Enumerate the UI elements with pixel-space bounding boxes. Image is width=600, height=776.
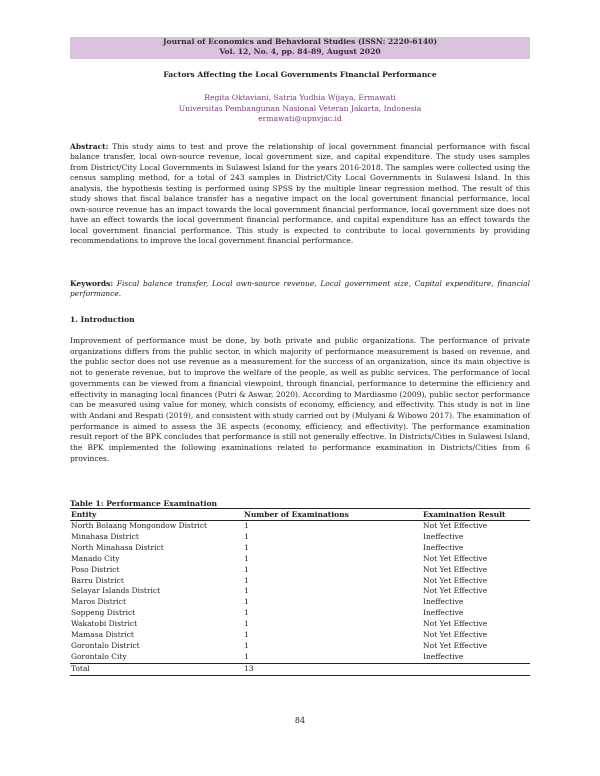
table-row [70,576,530,587]
abstract-text: This study aims to test and prove the relationship of local government financial performance with fiscal balance transfer, local own-source revenue, local government size, and capital expenditure. The study uses samples from District/City Local Governments in Sulawesi Island for the years 2016-2018. The samples were collected using the census sampling method, for a total of 243 samples in District/City Local Governments in Sulawesi Island. In this analysis, the hypothesis testing is performed using SPSS by the multiple linear regression method. The result of this study shows that fiscal balance transfer has a negative impact on the local government financial performance, local own-source revenue has an impact towards the local government financial performance, local government size does not have an effect towards the local government financial performance, and capital expenditure has an effect towards the local government financial performance. This study is expected to contribute to local governments by providing recommendations to improve the local government financial performance. [70,142,530,246]
keywords-text: Fiscal balance transfer, Local own-source revenue, Local government size, Capital expenditure, financial performance. [70,279,530,299]
column-header-result: Examination Result [422,509,530,521]
cell-result: Not Yet Effective [423,564,488,574]
cell-entity: Selayar Islands District [71,586,161,596]
cell-entity: Gorontalo District [71,640,140,650]
column-header-entity: Entity [70,509,243,521]
keywords-label: Keywords: [70,279,114,288]
cell-total-label: Total [70,663,243,675]
cell-total-value: 13 [243,663,422,675]
cell-result: Ineffective [423,531,464,541]
cell-result: Ineffective [423,608,464,618]
table-row [70,652,530,663]
column-header-number: Number of Examinations [243,509,422,521]
table-row [70,565,530,576]
keywords [70,279,530,300]
cell-result: Not Yet Effective [423,586,488,596]
cell-entity: Poso District [71,564,120,574]
table-row [70,641,530,652]
cell-total-empty [422,663,530,675]
cell-result: Ineffective [423,597,464,607]
cell-result: Ineffective [423,651,464,661]
cell-entity: Gorontalo City [71,651,127,661]
journal-volume: Vol. 12, No. 4, pp. 84-89, August 2020 [219,47,381,56]
table-row [70,521,530,532]
table-total-row [70,663,530,675]
journal-name: Journal of Economics and Behavioral Studies (ISSN: 2220-6140) [162,37,438,46]
author-affiliation: Universitas Pembangunan Nasional Veteran Jakarta, Indonesia [178,103,422,113]
page-number: 84 [294,716,306,725]
table-row [70,597,530,608]
cell-entity: Wakatobi District [71,619,138,629]
table-row [70,630,530,641]
cell-entity: Manado City [71,553,120,563]
author-names: Regita Oktaviani, Satria Yudhia Wijaya, Ermawati [204,93,396,102]
cell-result: Not Yet Effective [423,521,488,530]
cell-number: 1 [244,575,249,585]
cell-number: 1 [244,608,249,618]
paper-title: Factors Affecting the Local Governments Financial Performance [163,70,437,79]
table-row [70,543,530,554]
author-block [70,93,530,125]
table-row [70,554,530,565]
cell-number: 1 [244,597,249,607]
table-row [70,608,530,619]
cell-number: 1 [244,531,249,541]
cell-result: Not Yet Effective [423,630,488,640]
abstract [70,142,530,247]
cell-entity: Maros District [71,597,126,607]
cell-number: 1 [244,651,249,661]
table-caption: Table 1: Performance Examination [70,499,218,508]
abstract-label: Abstract: [70,142,109,151]
cell-entity: Minahasa District [71,531,139,541]
cell-result: Not Yet Effective [423,575,488,585]
cell-result: Not Yet Effective [423,640,488,650]
cell-number: 1 [244,553,249,563]
cell-result: Not Yet Effective [423,553,488,563]
cell-number: 1 [244,586,249,596]
table-row [70,532,530,543]
cell-entity: Soppeng District [71,608,136,618]
table-row [70,619,530,630]
cell-entity: North Bolaang Mongondow District [71,521,208,530]
table-body [70,521,530,676]
cell-entity: Barru District [71,575,124,585]
cell-number: 1 [244,640,249,650]
cell-number: 1 [244,521,249,530]
author-email[interactable]: ermawati@upnvjac.id [258,114,342,123]
journal-banner [70,37,530,59]
cell-entity: Mamasa District [71,630,134,640]
cell-number: 1 [244,619,249,629]
cell-number: 1 [244,542,249,552]
cell-result: Not Yet Effective [423,619,488,629]
cell-entity: North Minahasa District [71,542,164,552]
table-row [70,586,530,597]
performance-examination-table [70,508,530,676]
cell-number: 1 [244,564,249,574]
cell-result: Ineffective [423,542,464,552]
introduction-paragraph: Improvement of performance must be done, by both private and public organizations. The performance of private organizations differs from the public sector, in which majority of performance measurement is based on revenue, and the public sector does not use revenue as a measurement for the success of an organization, since its main objective is not to generate revenue, but to improve the welfare of the people, as well as public services. The performance of local governments can be viewed from a financial viewpoint, through financial, performance to determine the efficiency and effectivity in managing local finances (Putri & Aswar, 2020). According to Mardiasmo (2009), public sector performance can be measured using value for money, which consists of economy, efficiency, and effectivity. This study is not in line with Andani and Respati (2019), and consistent with study carried out by (Mulyani & Wibowo 2017). The examination of performance is aimed to assess the 3E aspects (economy, efficiency, and effectivity). The performance examination result report of the BPK concludes that performance is still not generally effective. In Districts/Cities in Sulawesi Island, the BPK implemented the following examinations related to performance examination in Districts/Cities from 6 provinces. [70,336,530,463]
cell-number: 1 [244,630,249,640]
table-header-row [70,509,530,521]
section-heading-introduction: 1. Introduction [70,315,135,324]
